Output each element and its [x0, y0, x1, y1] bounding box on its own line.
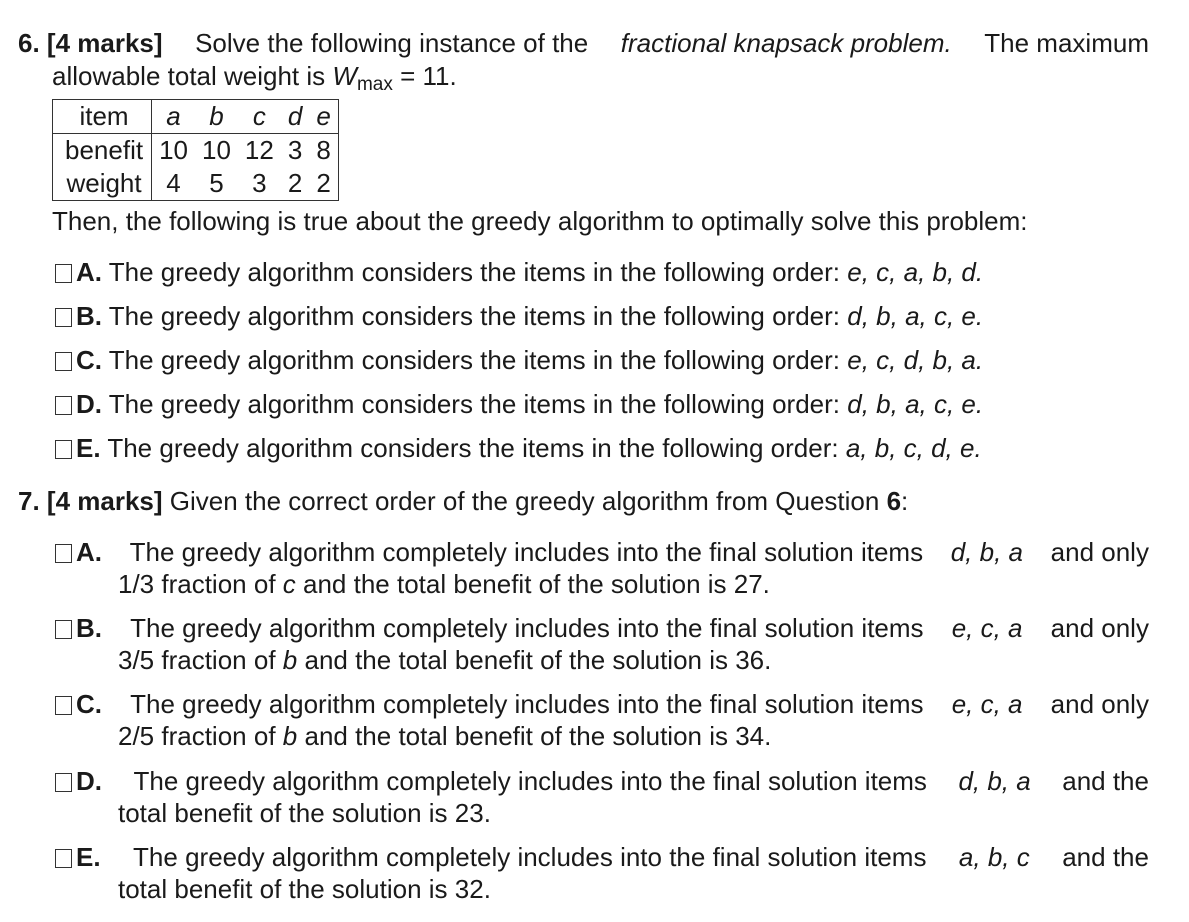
option-text: The greedy algorithm considers the items in the following order:	[108, 257, 841, 287]
q7-intro: Given the correct order of the greedy algorithm from Question	[169, 486, 880, 516]
q7-ref: 6	[886, 486, 902, 516]
option-benefit: and the total benefit of the solution is 36.	[304, 645, 772, 675]
option-benefit: total benefit of the solution is 23.	[118, 798, 491, 828]
q6-intro-italic: fractional knapsack problem.	[620, 28, 952, 58]
row-label-benefit: benefit	[53, 134, 152, 168]
option-items: a, b, c	[958, 842, 1030, 872]
option-line-end: and only	[1050, 613, 1149, 643]
q6-option-e[interactable]	[55, 433, 982, 464]
option-order: d, b, a, c, e.	[847, 301, 984, 331]
option-letter: A.	[76, 257, 102, 287]
option-fraction: 2/5 fraction of	[118, 721, 276, 751]
benefit-e: 8	[316, 135, 331, 165]
q7-colon: :	[901, 486, 909, 516]
q6-line1	[18, 28, 1149, 59]
option-order: e, c, d, b, a.	[847, 345, 984, 375]
weight-c: 3	[252, 168, 267, 198]
q7-option-a[interactable]	[55, 537, 1149, 568]
option-text: The greedy algorithm considers the items in the following order:	[108, 301, 841, 331]
option-text: The greedy algorithm completely includes into the final solution items	[130, 689, 924, 719]
option-letter: D.	[76, 389, 102, 419]
q7-line1	[18, 486, 908, 517]
option-text: The greedy algorithm considers the items in the following order:	[108, 389, 841, 419]
option-line-end: and the	[1062, 842, 1149, 872]
option-letter: C.	[76, 345, 102, 375]
benefit-d: 3	[287, 135, 303, 165]
q7-number: 7.	[18, 486, 40, 516]
option-line-end: and the	[1062, 766, 1149, 796]
item-a: a	[152, 100, 195, 134]
table-row	[53, 134, 339, 168]
item-b: b	[195, 100, 238, 134]
q6-weight-text: allowable total weight is	[52, 61, 326, 91]
option-order: e, c, a, b, d.	[847, 257, 984, 287]
option-head	[55, 842, 101, 873]
option-fraction: 3/5 fraction of	[118, 645, 276, 675]
q6-option-c[interactable]	[55, 345, 983, 376]
option-items: e, c, a	[951, 689, 1023, 719]
checkbox[interactable]	[55, 440, 72, 459]
option-head	[55, 537, 102, 568]
option-head	[55, 766, 102, 797]
benefit-b: 10	[202, 135, 231, 165]
checkbox[interactable]	[55, 773, 72, 792]
checkbox[interactable]	[55, 308, 72, 327]
q7-option-d-line2	[118, 798, 491, 829]
option-letter: A.	[76, 537, 102, 567]
weight-b: 5	[209, 168, 224, 198]
option-items: d, b, a	[950, 537, 1023, 567]
q6-prompt: Then, the following is true about the greedy algorithm to optimally solve this problem:	[52, 206, 1028, 236]
q7-option-e[interactable]	[55, 842, 1149, 873]
option-text: The greedy algorithm completely includes into the final solution items	[130, 613, 924, 643]
option-fraction: 1/3 fraction of	[118, 569, 276, 599]
option-order: a, b, c, d, e.	[845, 433, 982, 463]
option-text: The greedy algorithm considers the items in the following order:	[108, 345, 841, 375]
row-label-weight: weight	[53, 167, 152, 201]
item-d: d	[281, 100, 309, 134]
q7-option-c[interactable]	[55, 689, 1149, 720]
weight-e: 2	[316, 168, 331, 198]
option-benefit: total benefit of the solution is 32.	[118, 874, 491, 904]
benefit-c: 12	[244, 135, 274, 165]
option-letter: E.	[76, 842, 101, 872]
option-fraction-item: b	[282, 645, 298, 675]
option-line-end: and only	[1050, 537, 1149, 567]
q6-option-a[interactable]	[55, 257, 983, 288]
q7-option-d[interactable]	[55, 766, 1149, 797]
option-text: The greedy algorithm completely includes into the final solution items	[133, 842, 927, 872]
option-line-end: and only	[1050, 689, 1149, 719]
benefit-a: 10	[159, 135, 188, 165]
weight-d: 2	[287, 168, 303, 198]
q6-number: 6.	[18, 28, 40, 58]
item-e: e	[309, 100, 338, 134]
knapsack-table	[52, 99, 339, 201]
checkbox[interactable]	[55, 264, 72, 283]
q7-option-b-line2	[118, 645, 771, 676]
w-symbol: W	[332, 61, 357, 91]
checkbox[interactable]	[55, 620, 72, 639]
q6-intro-end: The maximum	[984, 28, 1149, 58]
checkbox[interactable]	[55, 396, 72, 415]
q7-option-b[interactable]	[55, 613, 1149, 644]
q7-option-a-line2	[118, 569, 770, 600]
q7-marks: [4 marks]	[46, 486, 163, 516]
weight-a: 4	[166, 168, 181, 198]
table-header-row	[53, 100, 339, 134]
option-text: The greedy algorithm considers the items in the following order:	[107, 433, 839, 463]
checkbox[interactable]	[55, 544, 72, 563]
option-benefit: and the total benefit of the solution is 27.	[303, 569, 770, 599]
table-header-label: item	[53, 100, 152, 134]
q6-intro: Solve the following instance of the	[195, 28, 589, 58]
item-c: c	[238, 100, 281, 134]
option-letter: B.	[76, 613, 102, 643]
option-fraction-item: c	[282, 569, 296, 599]
option-items: e, c, a	[951, 613, 1023, 643]
w-subscript: max	[356, 74, 393, 95]
option-benefit: and the total benefit of the solution is 34.	[304, 721, 772, 751]
q6-head	[18, 28, 163, 59]
option-text: The greedy algorithm completely includes into the final solution items	[129, 537, 924, 567]
q6-line2	[52, 61, 457, 96]
option-head	[55, 613, 102, 644]
option-order: d, b, a, c, e.	[847, 389, 984, 419]
option-letter: D.	[76, 766, 102, 796]
checkbox[interactable]	[55, 849, 72, 868]
option-text: The greedy algorithm completely includes into the final solution items	[133, 766, 927, 796]
q6-option-d[interactable]	[55, 389, 983, 420]
checkbox[interactable]	[55, 352, 72, 371]
q7-option-c-line2	[118, 721, 771, 752]
w-value: = 11.	[400, 61, 457, 91]
option-letter: E.	[76, 433, 101, 463]
q6-marks: [4 marks]	[46, 28, 163, 58]
q6-option-b[interactable]	[55, 301, 983, 332]
option-letter: C.	[76, 689, 102, 719]
option-fraction-item: b	[282, 721, 298, 751]
option-items: d, b, a	[958, 766, 1031, 796]
q7-option-e-line2	[118, 874, 491, 905]
checkbox[interactable]	[55, 696, 72, 715]
option-head	[55, 689, 102, 720]
table-row	[53, 167, 339, 201]
option-letter: B.	[76, 301, 102, 331]
